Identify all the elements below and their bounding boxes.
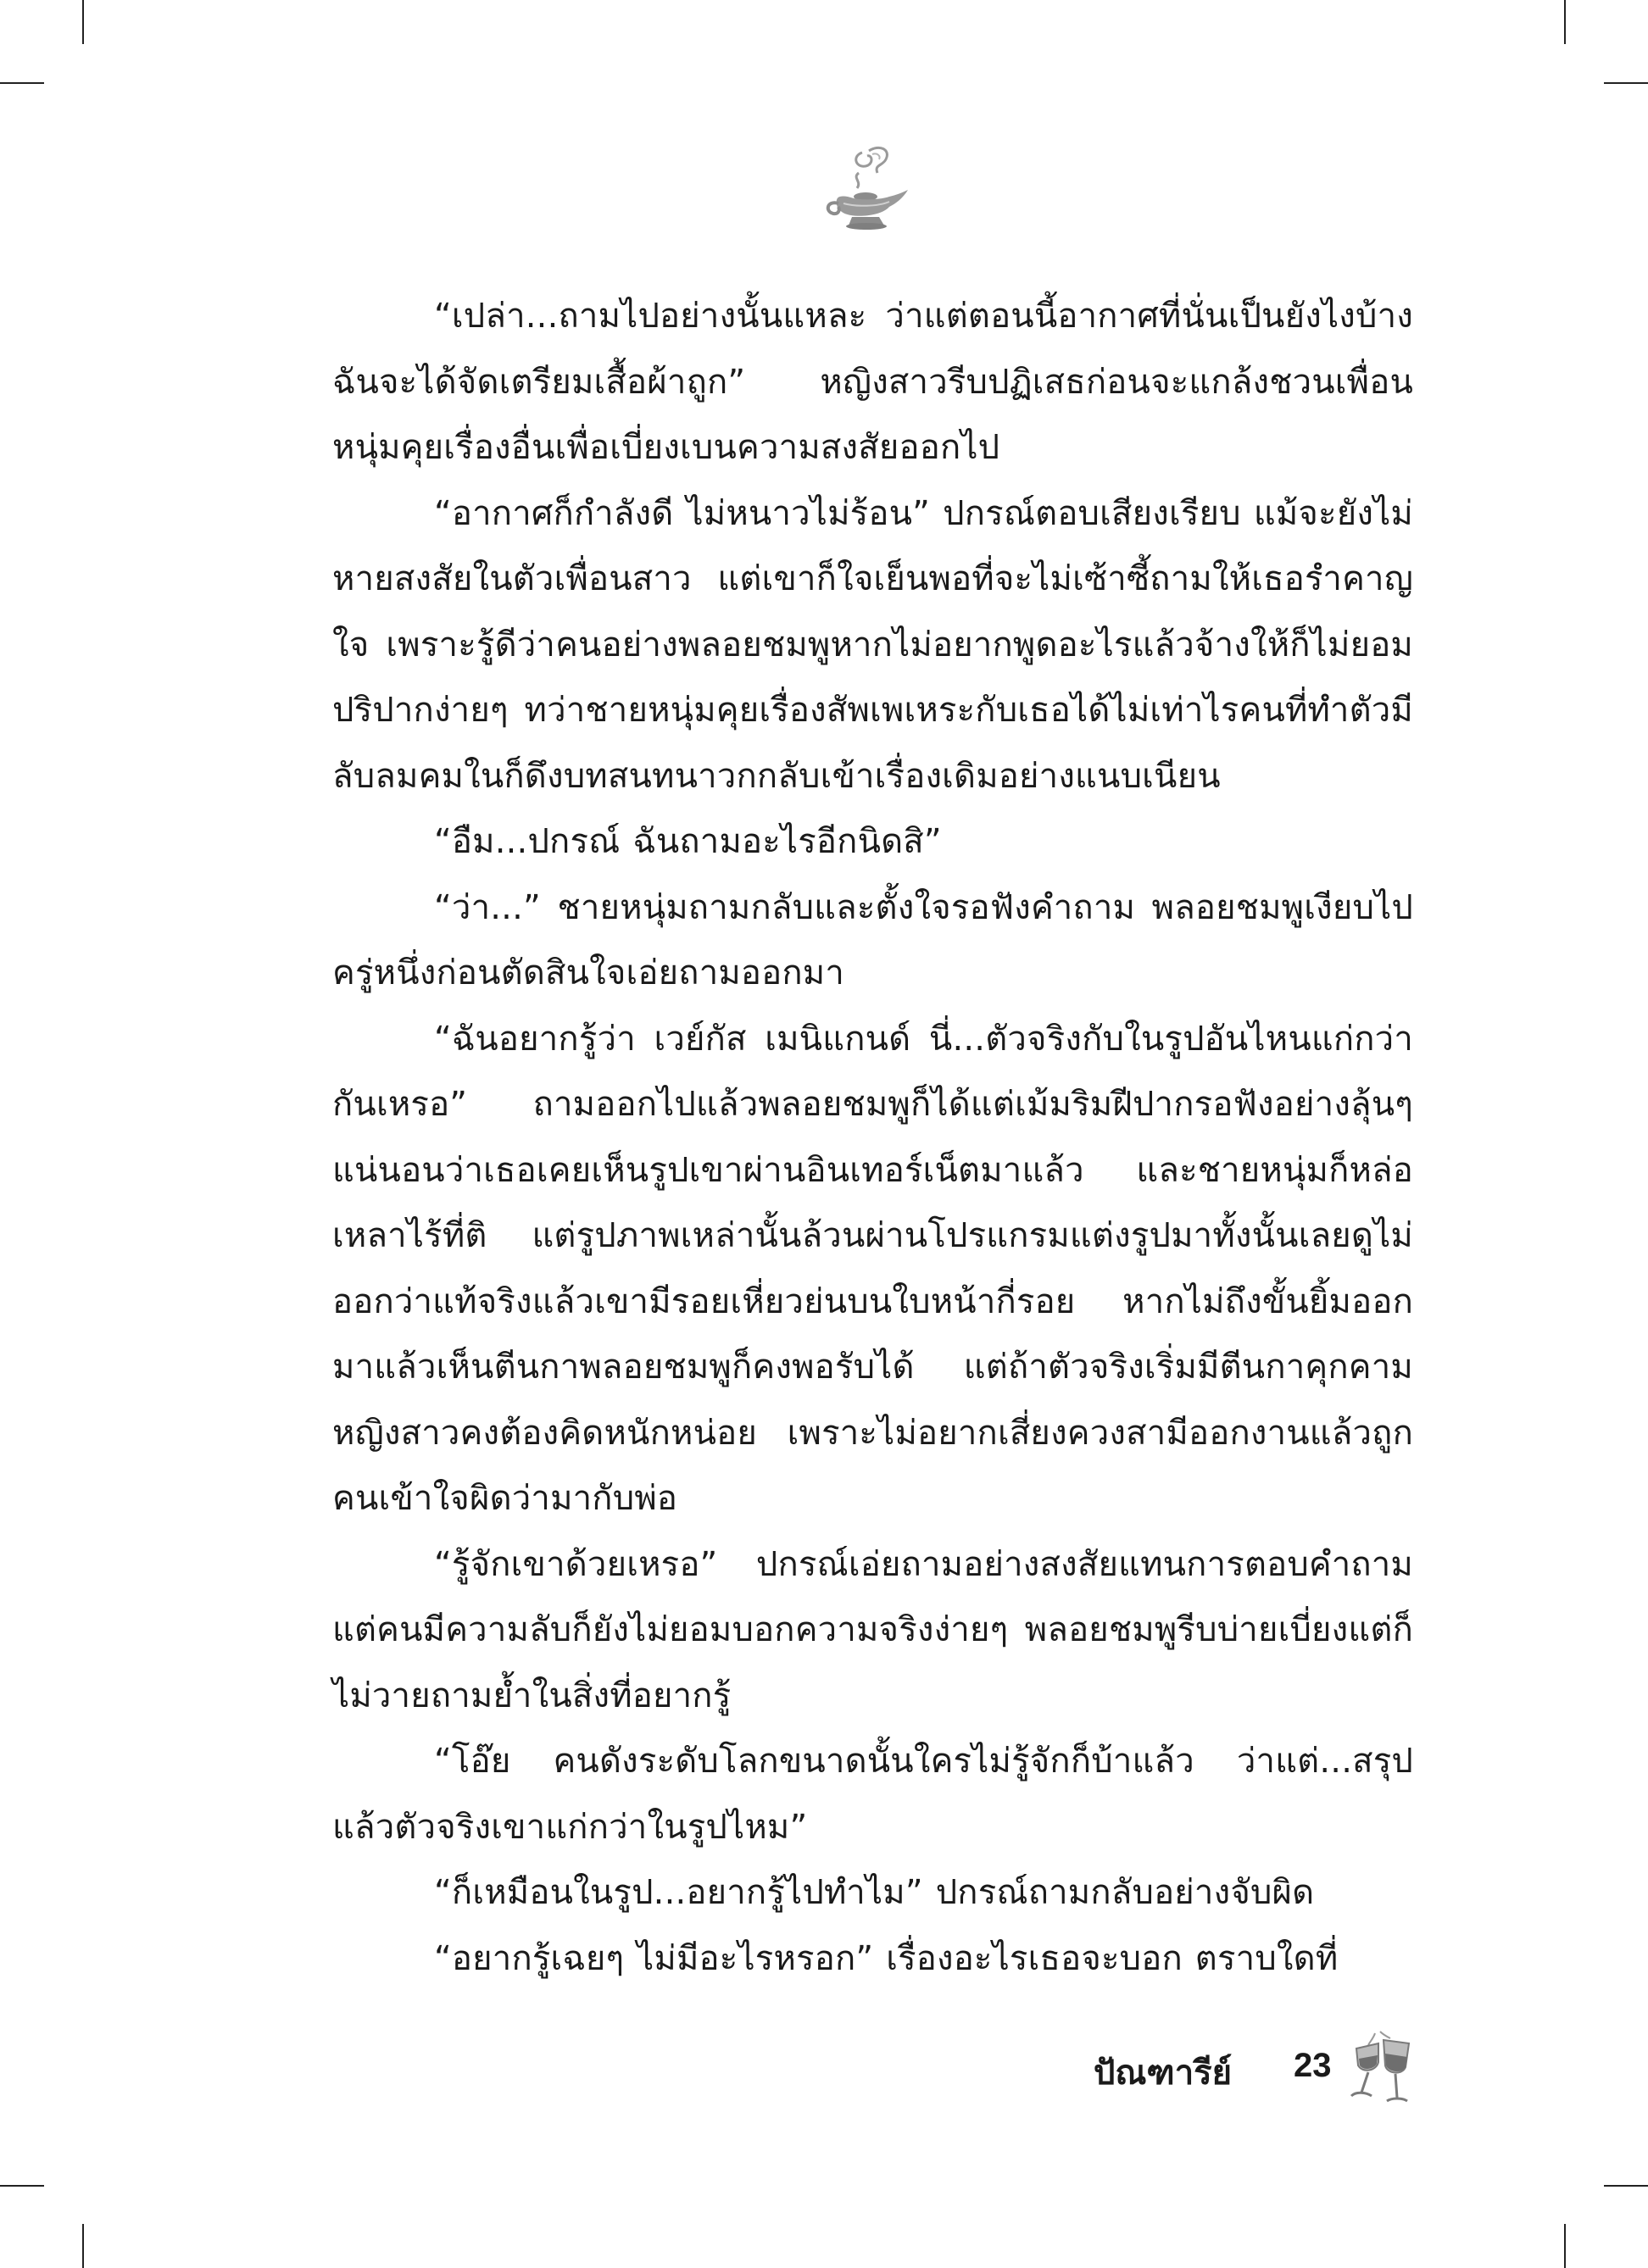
- wine-glasses-icon: [1350, 2030, 1416, 2104]
- crop-mark-bottom-right-vertical: [1564, 2224, 1566, 2268]
- paragraph: “โอ๊ย คนดังระดับโลกขนาดนั้นใครไม่รู้จักก็บ้าแล้ว ว่าแต่...สรุปแล้วตัวจริงเขาแก่กว่าในรูปไหม”: [332, 1742, 1413, 1847]
- paragraph: “อืม...ปกรณ์ ฉันถามอะไรอีกนิดสิ”: [434, 822, 942, 861]
- crop-mark-bottom-left-vertical: [82, 2224, 84, 2268]
- author-name: ปัณฑารีย์: [1094, 2054, 1233, 2093]
- paragraph: “อยากรู้เฉยๆ ไม่มีอะไรหรอก” เรื่องอะไรเธอจะบอก ตราบใดที่: [434, 1938, 1339, 1978]
- crop-mark-bottom-left-horizontal: [0, 2185, 44, 2187]
- paragraph: “ก็เหมือนในรูป...อยากรู้ไปทำไม” ปกรณ์ถามกลับอย่างจับผิด: [434, 1873, 1315, 1912]
- crop-mark-bottom-right-horizontal: [1604, 2185, 1648, 2187]
- crop-mark-top-left-vertical: [82, 0, 84, 44]
- crop-mark-top-right-horizontal: [1604, 82, 1648, 84]
- magic-lamp-icon: [818, 144, 911, 237]
- page-number: 23: [1294, 2047, 1332, 2084]
- page-footer: [1094, 2030, 1416, 2106]
- paragraph: “รู้จักเขาด้วยเหรอ” ปกรณ์เอ่ยถามอย่างสงสัยแทนการตอบคำถาม แต่คนมีความลับก็ยังไม่ยอมบอกความจริงง่ายๆ พลอยชมพูรีบบ่ายเบี่ยงแต่ก็ไม่วายถามย้ำในสิ่งที่อยากรู้: [332, 1544, 1413, 1715]
- crop-mark-top-right-vertical: [1564, 0, 1566, 44]
- paragraph: “เปล่า...ถามไปอย่างนั้นแหละ ว่าแต่ตอนนี้อากาศที่นั่นเป็นยังไงบ้าง ฉันจะได้จัดเตรียมเสื้อผ้าถูก” หญิงสาวรีบปฏิเสธก่อนจะแกล้งชวนเพื่อนหนุ่มคุยเรื่องอื่นเพื่อเบี่ยงเบนความสงสัยออกไป: [332, 297, 1413, 467]
- crop-mark-top-left-horizontal: [0, 82, 44, 84]
- paragraph: “ฉันอยากรู้ว่า เวย์กัส เมนิแกนด์ นี่...ตัวจริงกับในรูปอันไหนแก่กว่ากันเหรอ” ถามออกไปแล้วพลอยชมพูก็ได้แต่เม้มริมฝีปากรอฟังอย่างลุ้นๆ แน่นอนว่าเธอเคยเห็นรูปเขาผ่านอินเทอร์เน็ตมาแล้ว และชายหนุ่มก็หล่อเหลาไร้ที่ติ แต่รูปภาพเหล่านั้นล้วนผ่านโปรแกรมแต่งรูปมาทั้งนั้นเลยดูไม่ออกว่าแท้จริงแล้วเขามีรอยเหี่ยวย่นบนใบหน้ากี่รอย หากไม่ถึงขั้นยิ้มออกมาแล้วเห็นตีนกาพลอยชมพูก็คงพอรับได้ แต่ถ้าตัวจริงเริ่มมีตีนกาคุกคาม หญิงสาวคงต้องคิดหนักหน่อย เพราะไม่อยากเสี่ยงควงสามีออกงานแล้วถูกคนเข้าใจผิดว่ามากับพ่อ: [332, 1019, 1413, 1518]
- paragraph: “ว่า...” ชายหนุ่มถามกลับและตั้งใจรอฟังคำถาม พลอยชมพูเงียบไปครู่หนึ่งก่อนตัดสินใจเอ่ยถามออกมา: [332, 887, 1413, 992]
- body-text: [332, 284, 1413, 1978]
- paragraph: “อากาศก็กำลังดี ไม่หนาวไม่ร้อน” ปกรณ์ตอบเสียงเรียบ แม้จะยังไม่หายสงสัยในตัวเพื่อนสาว แต่เขาก็ใจเย็นพอที่จะไม่เซ้าซี้ถามให้เธอรำคาญใจ เพราะรู้ดีว่าคนอย่างพลอยชมพูหากไม่อยากพูดอะไรแล้วจ้างให้ก็ไม่ยอมปริปากง่ายๆ ทว่าชายหนุ่มคุยเรื่องสัพเพเหระกับเธอได้ไม่เท่าไรคนที่ทำตัวมีลับลมคมในก็ดึงบทสนทนาวกกลับเข้าเรื่องเดิมอย่างแนบเนียน: [332, 493, 1413, 796]
